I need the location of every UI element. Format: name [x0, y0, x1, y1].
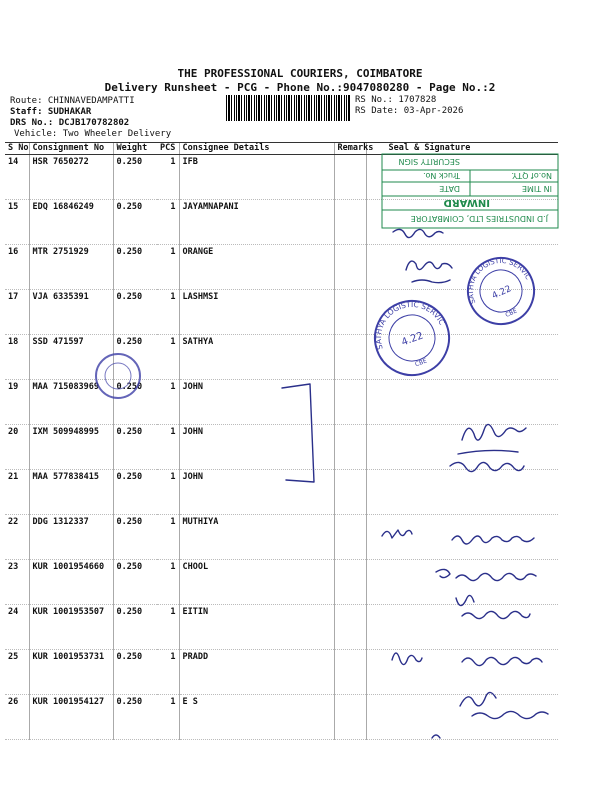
row-consignee: JOHN: [179, 380, 334, 425]
signature-row-15: [393, 229, 443, 237]
row-consignee: MUTHIYA: [179, 515, 334, 560]
col-seal: Seal & Signature: [366, 143, 558, 155]
bracket-mark: [282, 384, 314, 482]
rs-date: RS Date: 03-Apr-2026: [355, 106, 464, 116]
col-remarks: Remarks: [334, 143, 366, 155]
row-pcs: 1: [157, 155, 179, 200]
row-pcs: 1: [157, 245, 179, 290]
row-consignment: EDQ 16846249: [29, 200, 113, 245]
row-weight: 0.250: [113, 425, 157, 470]
row-weight: 0.250: [113, 380, 157, 425]
row-sno: 15: [5, 200, 29, 245]
col-sno: S No: [5, 143, 29, 155]
row-weight: 0.250: [113, 470, 157, 515]
signature-row-21: [450, 462, 524, 471]
col-consignee: Consignee Details: [179, 143, 334, 155]
row-sno: 22: [5, 515, 29, 560]
svg-text:CBE: CBE: [504, 307, 519, 319]
row-sno: 17: [5, 290, 29, 335]
row-consignment: KUR 1001953731: [29, 650, 113, 695]
stamp-inward-text: INWARD: [443, 197, 490, 208]
row-weight: 0.250: [113, 200, 157, 245]
stamp-date-text: DATE: [439, 184, 460, 193]
row-consignment: MTR 2751929: [29, 245, 113, 290]
row-consignee: JOHN: [179, 470, 334, 515]
row-pcs: 1: [157, 425, 179, 470]
signature-row-23: [382, 530, 412, 538]
col-weight: Weight: [113, 143, 157, 155]
row-consignment: MAA 715083969: [29, 380, 113, 425]
route-label: Route: CHINNAVEDAMPATTI: [10, 96, 135, 106]
svg-text:4.22: 4.22: [490, 284, 514, 302]
row-pcs: 1: [157, 650, 179, 695]
row-consignee: LASHMSI: [179, 290, 334, 335]
svg-text:4.22: 4.22: [400, 330, 425, 349]
row-pcs: 1: [157, 560, 179, 605]
row-pcs: 1: [157, 380, 179, 425]
row-consignment: VJA 6335391: [29, 290, 113, 335]
row-sno: 14: [5, 155, 29, 200]
row-pcs: 1: [157, 200, 179, 245]
row-consignee: SATHYA: [179, 335, 334, 380]
row-pcs: 1: [157, 335, 179, 380]
row-consignee: CHOOL: [179, 560, 334, 605]
row-consignee: PRADD: [179, 650, 334, 695]
row-sno: 23: [5, 560, 29, 605]
stamp-qty-text: No.of QTY.: [511, 171, 552, 180]
row-weight: 0.250: [113, 290, 157, 335]
row-weight: 0.250: [113, 560, 157, 605]
staff-label: Staff: SUDHAKAR: [10, 107, 92, 117]
row-consignment: HSR 7650272: [29, 155, 113, 200]
row-sno: 24: [5, 605, 29, 650]
row-consignment: MAA 577838415: [29, 470, 113, 515]
signature-row-26: [392, 653, 422, 665]
col-pcs: PCS: [157, 143, 179, 155]
row-weight: 0.250: [113, 695, 157, 740]
row-sno: 21: [5, 470, 29, 515]
signature-row-16: [406, 261, 452, 270]
row-consignee: E S: [179, 695, 334, 740]
row-weight: 0.250: [113, 245, 157, 290]
row-sno: 16: [5, 245, 29, 290]
row-pcs: 1: [157, 695, 179, 740]
row-pcs: 1: [157, 515, 179, 560]
rs-number: RS No.: 1707828: [355, 95, 437, 105]
svg-text:SATHYA LOGISTIC SERVICES: SATHYA LOGISTIC SERVICES: [373, 299, 447, 351]
row-consignee: IFB: [179, 155, 334, 200]
row-sno: 19: [5, 380, 29, 425]
row-weight: 0.250: [113, 155, 157, 200]
drs-number: DRS No.: DCJB170782802: [10, 118, 130, 128]
row-pcs: 1: [157, 470, 179, 515]
row-consignee: EITIN: [179, 605, 334, 650]
svg-text:CBE: CBE: [414, 357, 428, 369]
row-sno: 20: [5, 425, 29, 470]
row-consignee: JOHN: [179, 425, 334, 470]
signature-bottom: [460, 692, 496, 706]
row-weight: 0.250: [113, 515, 157, 560]
row-consignee: ORANGE: [179, 245, 334, 290]
stamp-company-text: J.D INDUSTRIES LTD, COIMBATORE: [410, 214, 548, 223]
runsheet-subtitle: Delivery Runsheet - PCG - Phone No.:9047080280 - Page No.:2: [104, 81, 496, 94]
row-weight: 0.250: [113, 650, 157, 695]
row-sno: 25: [5, 650, 29, 695]
row-pcs: 1: [157, 290, 179, 335]
vehicle-label: Vehicle: Two Wheeler Delivery: [14, 129, 172, 139]
stamp-truck-text: Truck No.: [423, 171, 460, 180]
row-consignment: KUR 1001954660: [29, 560, 113, 605]
row-consignment: IXM 509948995: [29, 425, 113, 470]
signature-row-20: [462, 424, 526, 440]
company-title: THE PROFESSIONAL COURIERS, COIMBATORE: [177, 67, 423, 80]
signature-row-25: [456, 595, 474, 605]
row-consignee: JAYAMNAPANI: [179, 200, 334, 245]
row-pcs: 1: [157, 605, 179, 650]
row-weight: 0.250: [113, 605, 157, 650]
stamp-security-text: SECURITY SIGN: [398, 157, 460, 166]
row-sno: 18: [5, 335, 29, 380]
row-consignment: SSD 471597: [29, 335, 113, 380]
signature-row-24: [436, 569, 450, 577]
row-consignment: DDG 1312337: [29, 515, 113, 560]
row-consignment: KUR 1001953507: [29, 605, 113, 650]
col-consignment: Consignment No: [29, 143, 113, 155]
svg-text:SATHYA LOGISTIC SERVICES: SATHYA LOGISTIC SERVICES: [466, 256, 533, 305]
stamp-intime-text: IN TIME: [521, 184, 552, 193]
row-weight: 0.250: [113, 335, 157, 380]
row-sno: 26: [5, 695, 29, 740]
row-consignment: KUR 1001954127: [29, 695, 113, 740]
